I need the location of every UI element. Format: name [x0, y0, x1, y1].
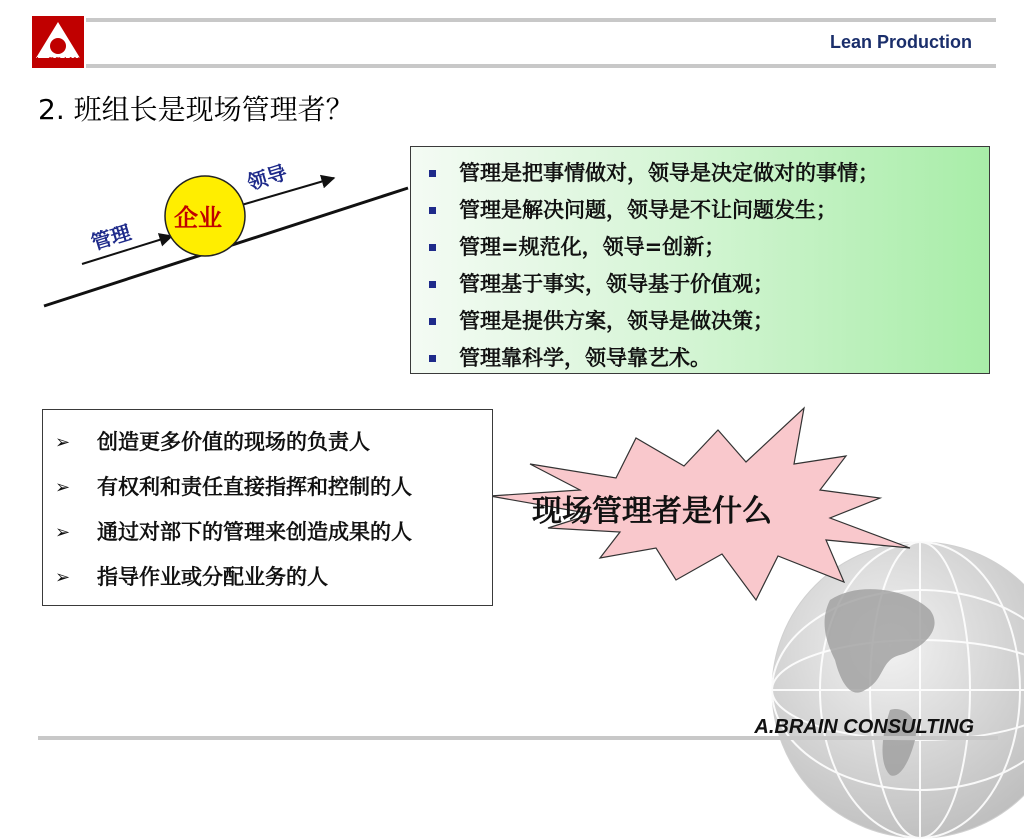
list-item-text: 管理基于事实，领导基于价值观； — [459, 272, 774, 296]
callout-label: 现场管理者是什么 — [532, 494, 772, 529]
list-item-text: 指导作业或分配业务的人 — [97, 565, 328, 589]
page-title: 2. 班组长是现场管理者？ — [38, 93, 354, 126]
leadership-arrow-label: 领导 — [244, 160, 290, 195]
square-bullet-icon — [429, 318, 436, 325]
list-item — [55, 510, 492, 555]
square-bullet-icon — [429, 355, 436, 362]
list-item-text: 管理是提供方案，领导是做决策； — [459, 309, 774, 333]
list-item — [423, 340, 989, 377]
logo-caption: A. BRAIN — [34, 56, 82, 65]
arrow-bullet-icon: ➢ — [55, 432, 71, 453]
list-item — [55, 420, 492, 465]
list-item — [423, 155, 989, 192]
management-arrow-label: 管理 — [88, 220, 134, 255]
management-vs-leadership-box — [410, 146, 990, 374]
list-item — [55, 555, 492, 600]
management-leadership-diagram — [0, 140, 420, 320]
definitions-box — [42, 409, 493, 606]
list-item — [423, 303, 989, 340]
square-bullet-icon — [429, 207, 436, 214]
list-item-text: 管理靠科学，领导靠艺术。 — [459, 346, 711, 370]
header-bottom-divider — [86, 64, 996, 68]
list-item-text: 管理是把事情做对，领导是决定做对的事情； — [459, 161, 879, 185]
list-item — [423, 229, 989, 266]
list-item — [55, 465, 492, 510]
arrow-bullet-icon: ➢ — [55, 567, 71, 588]
list-item-text: 管理=规范化，领导=创新； — [459, 235, 726, 259]
square-bullet-icon — [429, 244, 436, 251]
header-title: Lean Production — [829, 32, 972, 52]
list-item-text: 创造更多价值的现场的负责人 — [97, 430, 370, 454]
list-item-text: 管理是解决问题，领导是不让问题发生； — [459, 198, 837, 222]
list-item-text: 有权利和责任直接指挥和控制的人 — [97, 475, 412, 499]
square-bullet-icon — [429, 170, 436, 177]
arrow-bullet-icon: ➢ — [55, 522, 71, 543]
list-item — [423, 192, 989, 229]
enterprise-label: 企业 — [174, 204, 222, 232]
list-item-text: 通过对部下的管理来创造成果的人 — [97, 520, 412, 544]
arrow-bullet-icon: ➢ — [55, 477, 71, 498]
list-item — [423, 266, 989, 303]
footer-brand: A.BRAIN CONSULTING — [754, 716, 974, 738]
header-top-divider — [86, 18, 996, 22]
square-bullet-icon — [429, 281, 436, 288]
